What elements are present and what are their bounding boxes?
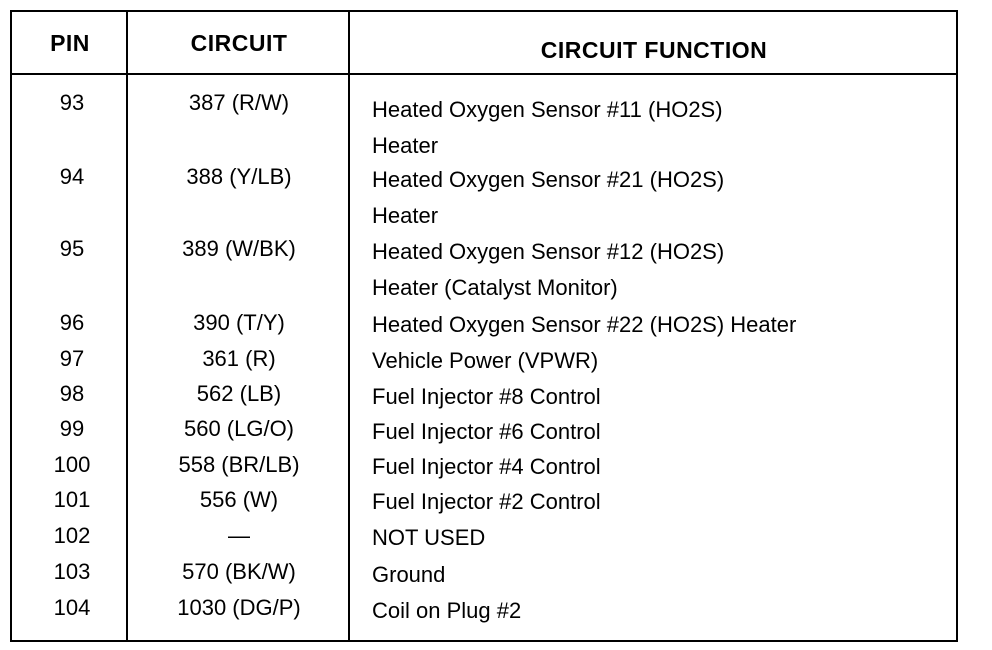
function-line: Heater (Catalyst Monitor): [372, 275, 618, 300]
function-line: Heated Oxygen Sensor #21 (HO2S): [372, 167, 725, 192]
pin-cell: 99: [59, 416, 85, 441]
circuit-cell: 1030 (DG/P): [177, 595, 301, 620]
pin-cell: 94: [59, 164, 85, 189]
function-line: Heater: [372, 203, 439, 228]
function-line: Heated Oxygen Sensor #22 (HO2S) Heater: [372, 312, 797, 337]
circuit-cell: 387 (R/W): [188, 90, 290, 115]
function-line: Heated Oxygen Sensor #11 (HO2S): [372, 97, 723, 122]
pin-cell: 100: [53, 452, 91, 477]
pin-cell: 96: [59, 310, 85, 335]
circuit-cell: —: [228, 523, 250, 548]
function-line: Ground: [372, 562, 446, 587]
pin-cell: 98: [59, 381, 85, 406]
header-underline-circuit: [128, 73, 350, 75]
function-cell: [372, 162, 952, 234]
function-cell: [372, 379, 952, 415]
header-underline-function: [350, 73, 958, 75]
function-cell: [372, 449, 952, 485]
function-line: Vehicle Power (VPWR): [372, 348, 599, 373]
function-cell: [372, 92, 952, 164]
function-line: Fuel Injector #6 Control: [372, 419, 601, 444]
function-line: Heater: [372, 133, 439, 158]
function-cell: [372, 414, 952, 450]
pin-cell: 93: [59, 90, 85, 115]
header-circuit: CIRCUIT: [190, 30, 288, 56]
pin-cell: 104: [53, 595, 91, 620]
circuit-cell: 560 (LG/O): [183, 416, 295, 441]
circuit-cell: 562 (LB): [196, 381, 282, 406]
circuit-cell: 558 (BR/LB): [178, 452, 300, 477]
function-line: Coil on Plug #2: [372, 598, 522, 623]
circuit-cell: 361 (R): [202, 346, 276, 371]
circuit-cell: 556 (W): [199, 487, 279, 512]
function-cell: [372, 234, 952, 306]
function-cell: [372, 557, 952, 593]
header-pin: PIN: [50, 30, 90, 56]
function-line: Fuel Injector #4 Control: [372, 454, 601, 479]
function-line: Fuel Injector #2 Control: [372, 489, 601, 514]
circuit-cell: 388 (Y/LB): [186, 164, 292, 189]
circuit-cell: 390 (T/Y): [193, 310, 285, 335]
function-cell: [372, 307, 952, 343]
circuit-cell: 570 (BK/W): [182, 559, 296, 584]
circuit-cell: 389 (W/BK): [182, 236, 296, 261]
pin-table: [10, 10, 958, 642]
pin-cell: 95: [59, 236, 85, 261]
function-line: Fuel Injector #8 Control: [372, 384, 601, 409]
function-cell: [372, 520, 952, 556]
function-line: NOT USED: [372, 525, 486, 550]
header-underline-pin: [12, 73, 128, 75]
pin-cell: 97: [59, 346, 85, 371]
pin-cell: 102: [53, 523, 91, 548]
header-circuit-function: CIRCUIT FUNCTION: [540, 37, 768, 63]
pin-cell: 103: [53, 559, 91, 584]
function-cell: [372, 593, 952, 629]
pin-cell: 101: [53, 487, 91, 512]
function-cell: [372, 484, 952, 520]
function-line: Heated Oxygen Sensor #12 (HO2S): [372, 239, 725, 264]
function-cell: [372, 343, 952, 379]
